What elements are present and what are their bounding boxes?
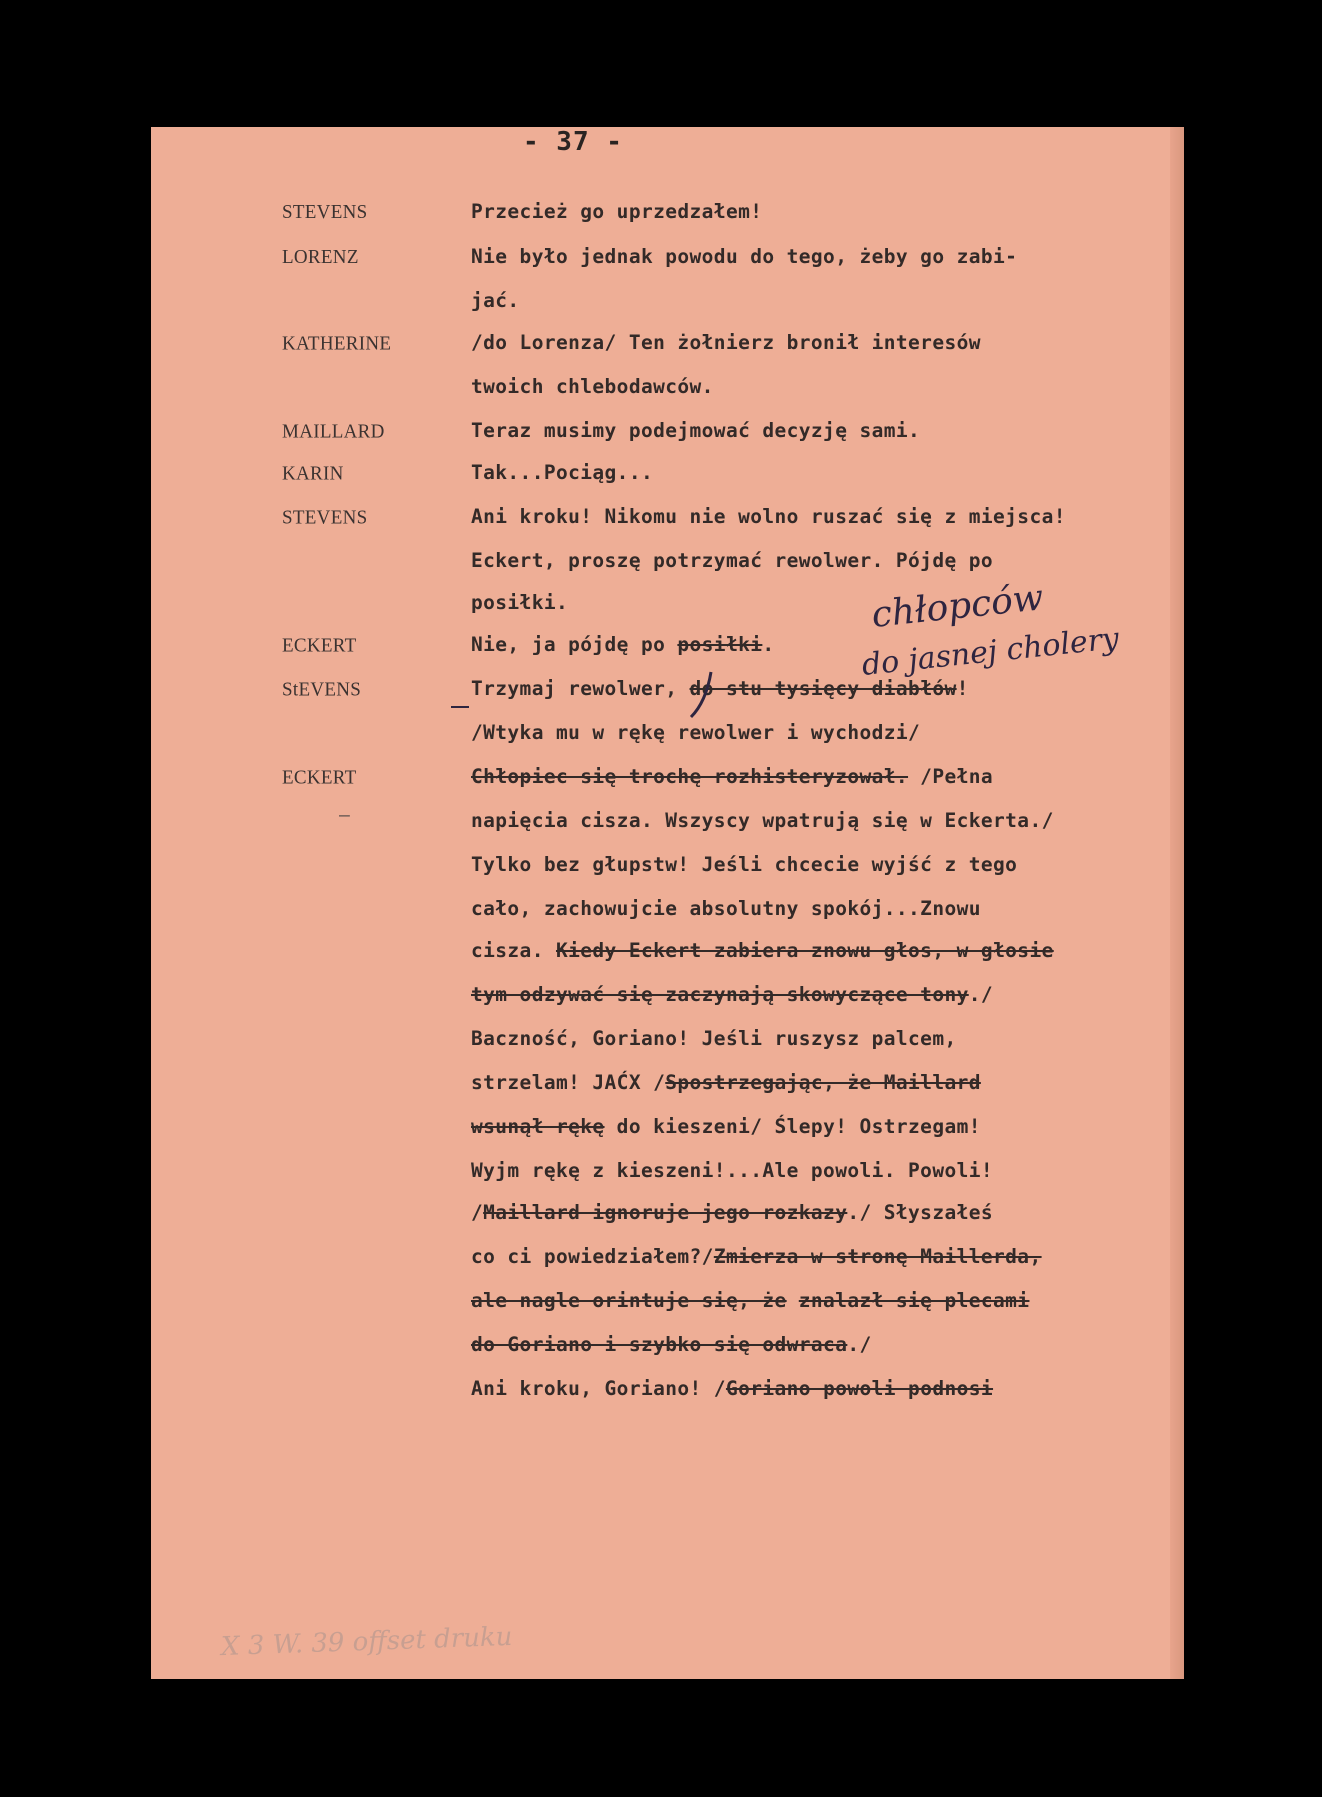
struck-text: Chłopiec się trochę rozhisteryzował.: [471, 765, 909, 788]
handwritten-note: chłopców: [869, 577, 1046, 636]
text-run: /Pełna: [908, 765, 994, 788]
text-run: cisza.: [471, 939, 556, 962]
dialogue-line: twoich chlebodawców.: [471, 375, 714, 398]
text-run: !: [956, 677, 969, 700]
struck-text: Kiedy Eckert zabiera znowu głos, w głosie: [555, 939, 1054, 962]
speaker-stevens: StEVENS: [282, 678, 362, 701]
speaker-lorenz: LORENZ: [282, 246, 359, 269]
dialogue-line: posiłki.: [471, 591, 569, 614]
dialogue-line: Baczność, Goriano! Jeśli ruszysz palcem,: [471, 1027, 957, 1050]
dialogue-line: Przecież go uprzedzałem!: [471, 200, 763, 223]
speaker-eckert: ECKERT: [282, 634, 357, 657]
speaker-stevens: STEVENS: [282, 506, 368, 529]
dialogue-line: Teraz musimy podejmować decyzję sami.: [471, 419, 921, 442]
struck-text: do stu tysięcy diabłów: [689, 677, 957, 700]
page-number: - 37 -: [523, 127, 623, 157]
struck-text: ale nagle orintuje się, że: [471, 1289, 787, 1312]
dialogue-line: jać.: [471, 289, 520, 312]
dialogue-line: Tak...Pociąg...: [471, 461, 654, 484]
stage-direction: /Wtyka mu w rękę rewolwer i wychodzi/: [471, 721, 921, 744]
struck-text: znalazł się plecami: [798, 1289, 1030, 1312]
text-run: strzelam! JAĆX /: [471, 1071, 666, 1094]
text-run: ./: [847, 1333, 872, 1356]
dialogue-line: Ani kroku! Nikomu nie wolno ruszać się z miejsca!: [471, 505, 1066, 528]
struck-text: Maillard ignoruje jego rozkazy: [483, 1201, 848, 1224]
text-run: Ani kroku, Goriano! /: [471, 1377, 726, 1400]
text-run: Nie, ja pójdę po: [471, 633, 678, 656]
dialogue-line: napięcia cisza. Wszyscy wpatrują się w Eckerta./: [471, 809, 1054, 832]
text-run: ./ Słyszałeś: [847, 1201, 994, 1224]
stage-direction-dash: –: [339, 805, 350, 826]
dialogue-line: Wyjm rękę z kieszeni!...Ale powoli. Powoli!: [471, 1159, 994, 1182]
dialogue-line: Tylko bez głupstw! Jeśli chcecie wyjść z tego: [471, 853, 1018, 876]
text-run: .: [762, 633, 775, 656]
handwritten-annotations: [151, 127, 1184, 1679]
text-run: /: [471, 1201, 484, 1224]
dialogue-line: cało, zachowujcie absolutny spokój...Znowu: [471, 897, 981, 920]
dialogue-line: /do Lorenza/ Ten żołnierz bronił interesów: [471, 331, 981, 354]
text-run: Trzymaj rewolwer,: [471, 677, 690, 700]
struck-text: wsunął rękę: [471, 1115, 605, 1138]
struck-text: tym odzywać się zaczynają skowyczące tony: [471, 983, 969, 1006]
struck-text: Goriano powoli podnosi: [725, 1377, 994, 1400]
text-run: do kieszeni/ Ślepy! Ostrzegam!: [604, 1115, 981, 1138]
handwritten-note: do jasnej cholery: [860, 621, 1121, 683]
text-run: co ci powiedziałem?/: [471, 1245, 714, 1268]
dialogue-line: Nie było jednak powodu do tego, żeby go zabi-: [471, 245, 1018, 268]
struck-text: do Goriano i szybko się odwraca: [471, 1333, 848, 1356]
dialogue-line: Eckert, proszę potrzymać rewolwer. Pójdę po: [471, 549, 994, 572]
insertion-caret-mark: [691, 672, 711, 717]
typescript-page: [151, 127, 1184, 1679]
speaker-stevens: STEVENS: [282, 201, 368, 224]
speaker-eckert: ECKERT: [282, 766, 357, 789]
struck-text: Zmierza w stronę Maillerda,: [713, 1245, 1042, 1268]
speaker-karin: KARIN: [282, 462, 344, 485]
struck-text: posiłki: [677, 633, 763, 656]
struck-text: Spostrzegając, że Maillard: [665, 1071, 981, 1094]
speaker-maillard: MAILLARD: [282, 420, 385, 443]
text-run: ./: [968, 983, 994, 1006]
faded-pencil-note: X 3 W. 39 offset druku: [220, 1621, 513, 1663]
speaker-katherine: KATHERINE: [282, 332, 392, 355]
